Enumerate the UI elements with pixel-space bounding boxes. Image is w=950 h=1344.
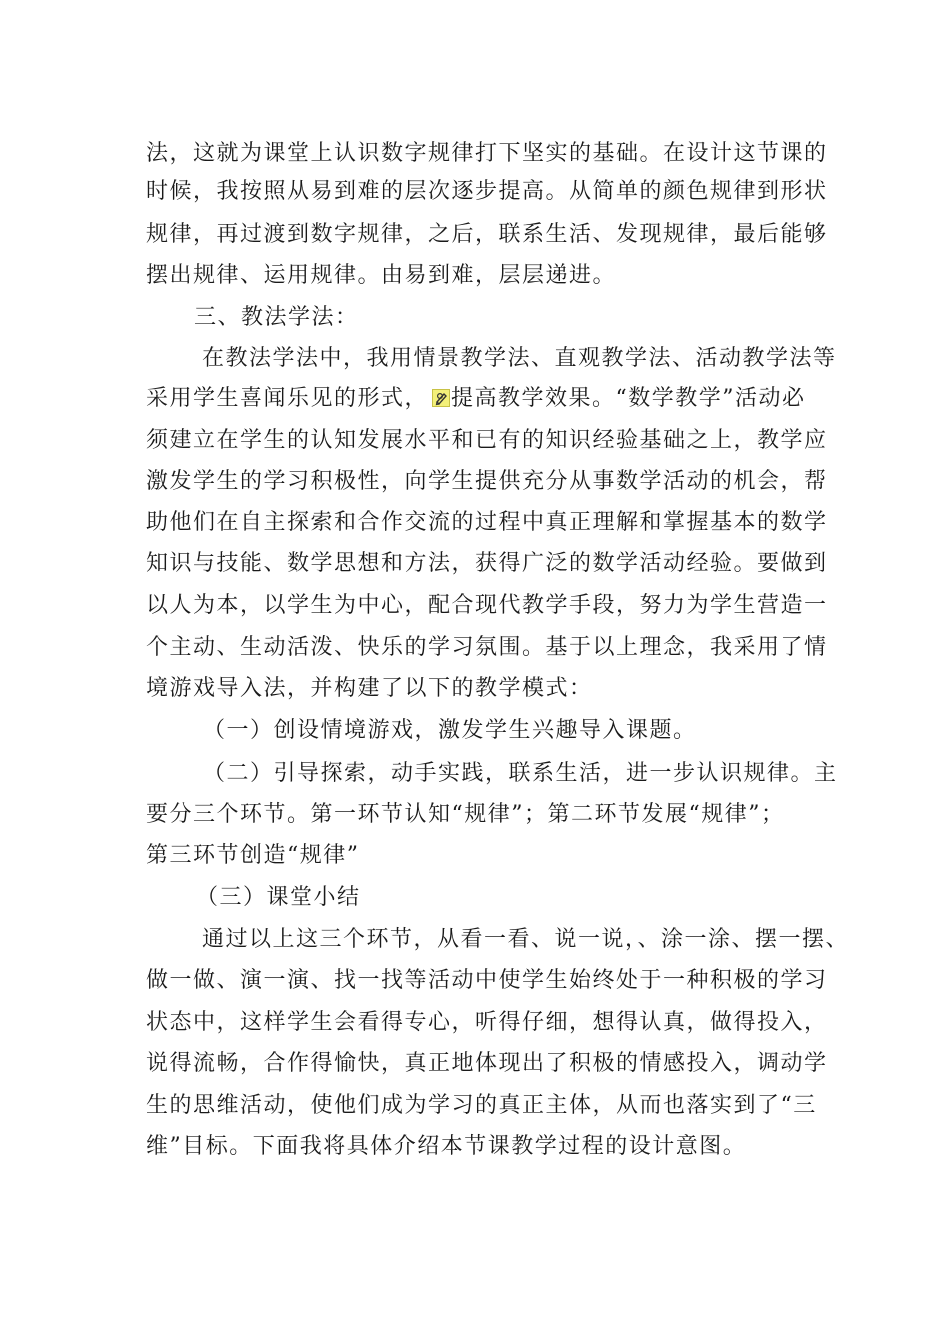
list-item: （一）创设情境游戏，激发学生兴趣导入课题。: [203, 718, 697, 743]
paragraph-line: 激发学生的学习积极性，向学生提供充分从事数学活动的机会，帮: [146, 469, 828, 494]
paragraph-line-with-icon: [146, 384, 806, 414]
paragraph-line: 须建立在学生的认知发展水平和已有的知识经验基础之上，教学应: [146, 428, 828, 453]
paragraph-line: 在教法学法中，我用情景教学法、直观教学法、活动教学法等: [202, 346, 837, 371]
paragraph-text-after-icon: 提高教学效果。“数学教学”活动必: [451, 386, 806, 411]
paragraph-line: 说得流畅，合作得愉快，真正地体现出了积极的情感投入，调动学: [146, 1051, 828, 1076]
paragraph-line: 法，这就为课堂上认识数字规律打下坚实的基础。在设计这节课的: [146, 141, 828, 166]
paragraph-line: 第三环节创造“规律”: [146, 843, 360, 868]
paragraph-line: 通过以上这三个环节，从看一看、说一说，、涂一涂、摆一摆、: [202, 927, 850, 952]
paragraph-line: 个主动、生动活泼、快乐的学习氛围。基于以上理念，我采用了情: [146, 635, 828, 660]
paragraph-line: 做一做、演一演、找一找等活动中使学生始终处于一种积极的学习: [146, 968, 828, 993]
paragraph-text-before-icon: 采用学生喜闻乐见的形式，: [146, 386, 429, 411]
section-heading: 三、教法学法：: [194, 305, 359, 330]
paragraph-line: 要分三个环节。第一环节认知“规律”；第二环节发展“规律”；: [146, 802, 785, 827]
paragraph-line: 助他们在自主探索和合作交流的过程中真正理解和掌握基本的数学: [146, 510, 828, 535]
list-item: （二）引导探索，动手实践，联系生活，进一步认识规律。主: [203, 761, 838, 786]
list-item: （三）课堂小结: [196, 885, 361, 910]
paragraph-line: 状态中，这样学生会看得专心，听得仔细，想得认真，做得投入，: [146, 1010, 828, 1035]
paragraph-line: 维”目标。下面我将具体介绍本节课教学过程的设计意图。: [146, 1134, 747, 1159]
paragraph-line: 境游戏导入法，并构建了以下的教学模式：: [146, 676, 593, 701]
paragraph-line: 以人为本，以学生为中心，配合现代教学手段，努力为学生营造一: [146, 593, 828, 618]
pencil-icon: [432, 389, 450, 407]
paragraph-line: 时候，我按照从易到难的层次逐步提高。从简单的颜色规律到形状: [146, 179, 828, 204]
paragraph-line: 规律，再过渡到数字规律，之后，联系生活、发现规律，最后能够: [146, 222, 828, 247]
paragraph-line: 生的思维活动，使他们成为学习的真正主体，从而也落实到了“三: [146, 1093, 817, 1118]
paragraph-line: 摆出规律、运用规律。由易到难，层层递进。: [146, 263, 617, 288]
paragraph-line: 知识与技能、数学思想和方法，获得广泛的数学活动经验。要做到: [146, 551, 828, 576]
